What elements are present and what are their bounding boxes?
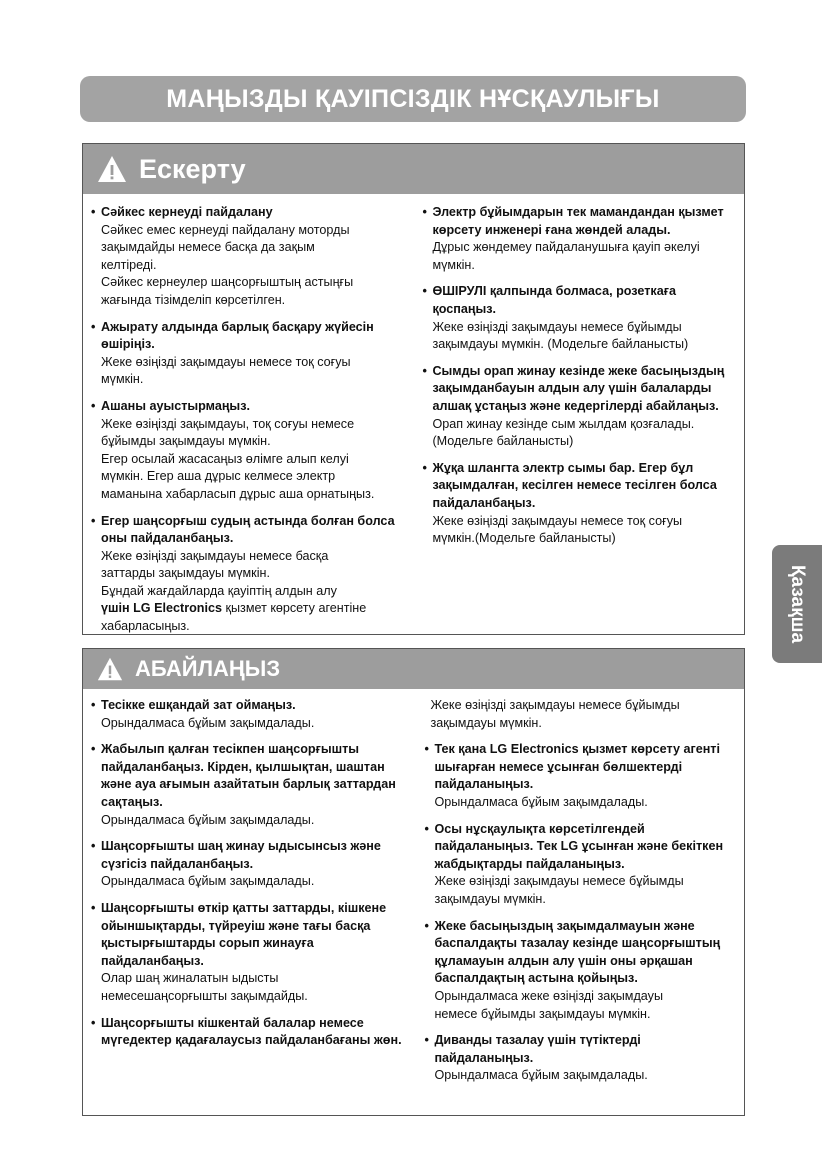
body-line: Олар шаң жиналатын ыдысты	[101, 971, 279, 986]
body-line: Орындалмаса бұйым зақымдалады.	[101, 715, 315, 730]
instruction-title-text: Сәйкес кернеуді пайдалану	[101, 205, 273, 219]
instruction-body	[91, 354, 418, 389]
instruction-title-text: Шаңсорғышты кішкентай балалар немесе мүгедектер қадағалаусыз пайдаланбағаны жөн.	[101, 1015, 402, 1048]
bullet-icon: •	[424, 918, 429, 933]
body-line: мүмкін.	[432, 257, 475, 272]
body-line: Орындалмаса бұйым зақымдалады.	[434, 794, 648, 809]
instruction-title	[91, 513, 418, 548]
instruction-item	[422, 283, 736, 353]
instruction-item	[91, 741, 418, 829]
instruction-title	[424, 821, 736, 874]
instruction-title-text: Осы нұсқаулықта көрсетілгендей пайдаланыңыз. Тек LG ұсынған және бекіткен жабдықтарды пайдаланыңыз.	[434, 821, 724, 871]
instruction-item	[424, 1032, 736, 1085]
body-line: заттарды зақымдауы мүмкін.	[101, 566, 270, 581]
warning-header-text: Ескерту	[139, 153, 246, 184]
instruction-title	[422, 363, 736, 416]
bullet-icon: •	[91, 698, 96, 712]
bullet-icon: •	[424, 821, 429, 836]
bullet-icon: •	[422, 363, 427, 378]
instruction-item	[422, 204, 736, 274]
instruction-item	[91, 900, 418, 1006]
bullet-icon: •	[91, 900, 96, 915]
instruction-item	[91, 838, 418, 891]
body-line: мүмкін.(Модельге байланысты)	[432, 531, 616, 546]
instruction-title	[91, 1015, 418, 1050]
instruction-title-text: Сымды орап жинау кезінде жеке басыңыздың зақымданбауын алдын алу үшін балаларды алшақ ұстаңыз және кедергілерді абайлаңыз.	[432, 363, 725, 413]
instruction-title-text: Электр бұйымдарын тек мамандандан қызмет көрсету инженері ғана жөндей алады.	[432, 205, 724, 237]
body-line: Жеке өзіңізді зақымдауы немесе бұйымды	[430, 698, 680, 712]
instruction-item	[91, 204, 418, 310]
bullet-icon: •	[422, 460, 427, 475]
warning-header	[83, 144, 744, 194]
caution-header	[83, 649, 744, 689]
page-title: МАҢЫЗДЫ ҚАУІПСІЗДІК НҰСҚАУЛЫҒЫ	[80, 76, 746, 122]
instruction-title	[422, 460, 736, 513]
instruction-title-text: Жұқа шлангта электр сымы бар. Егер бұл зақымдалған, кесілген немесе тесілген болса пайдаланбаңыз.	[432, 460, 717, 510]
body-text: қызмет көрсету агентіне	[225, 601, 367, 616]
bullet-icon: •	[91, 513, 96, 528]
instruction-body	[91, 970, 418, 1005]
instruction-item	[422, 363, 736, 451]
body-line: Жеке өзіңізді зақымдауы, тоқ соғуы немесе	[101, 416, 355, 431]
instruction-title	[424, 741, 736, 794]
instruction-body	[422, 239, 736, 274]
body-line: мүмкін. Егер аша дұрыс келмесе электр	[101, 469, 336, 484]
instruction-item	[91, 398, 418, 504]
instruction-item	[424, 821, 736, 909]
instruction-item	[91, 1015, 418, 1050]
instruction-body	[422, 513, 736, 548]
caution-continued-text	[424, 697, 736, 732]
instruction-title	[424, 918, 736, 988]
body-line: Орап жинау кезінде сым жылдам қозғалады.	[432, 416, 695, 431]
instruction-title	[424, 1032, 736, 1067]
body-line: немесешаңсорғышты зақымдайды.	[101, 988, 308, 1003]
instruction-body	[91, 812, 418, 830]
body-line: хабарласыңыз.	[101, 619, 190, 634]
instruction-title	[422, 283, 736, 318]
body-line: келтіреді.	[101, 257, 157, 272]
body-line: зақымдауы мүмкін.	[434, 891, 546, 906]
instruction-title-text: Ажырату алдында барлық басқару жүйесін өшіріңіз.	[101, 319, 374, 352]
warning-left-column	[91, 204, 418, 645]
bullet-icon: •	[422, 205, 427, 219]
bullet-icon: •	[424, 1033, 429, 1048]
instruction-title-text: Шаңсорғышты шаң жинау ыдысынсыз және сүзгісіз пайдаланбаңыз.	[101, 839, 381, 871]
body-line: Егер осылай жасасаңыз өлімге алып келуі	[101, 451, 349, 466]
bullet-icon: •	[91, 205, 96, 219]
instruction-title-text: Тек қана LG Electronics қызмет көрсету агенті шығарған немесе ұсынған бөлшектерді пайдаланыңыз.	[434, 742, 720, 792]
instruction-title	[422, 204, 736, 239]
instruction-item	[91, 513, 418, 636]
body-line: (Модельге байланысты)	[432, 434, 574, 449]
warning-triangle-icon	[97, 656, 123, 682]
instruction-body	[91, 715, 418, 733]
instruction-body	[91, 416, 418, 504]
bullet-icon: •	[91, 742, 96, 757]
instruction-title	[91, 741, 418, 811]
body-line: немесе бұйымды зақымдауы мүмкін.	[434, 1006, 651, 1021]
language-tab	[772, 545, 822, 663]
body-line: Жеке өзіңізді зақымдауы немесе бұйымды	[432, 319, 682, 334]
body-line	[101, 600, 418, 618]
body-line: зақымдауы мүмкін.	[430, 715, 542, 730]
body-line: Орындалмаса бұйым зақымдалады.	[101, 812, 315, 827]
body-line: Жеке өзіңізді зақымдауы немесе тоқ соғуы	[101, 354, 351, 369]
body-line: Сәйкес емес кернеуді пайдалану моторды	[101, 222, 350, 237]
instruction-item	[424, 741, 736, 811]
body-line: жағында тізімделіп көрсетілген.	[101, 292, 286, 307]
instruction-title-text: Диванды тазалау үшін түтіктерді пайдаланыңыз.	[434, 1033, 641, 1065]
instruction-title-text: Жеке басыңыздың зақымдалмауын және баспалдақты тазалау кезінде шаңсорғыштың құламауын алдын алу үшін оны әрқашан баспалдақтың астына қойыңыз.	[434, 918, 721, 986]
instruction-title	[91, 900, 418, 970]
instruction-item	[91, 697, 418, 732]
caution-right-column	[418, 697, 736, 1094]
body-line: Бұндай жағдайларда қауіптің алдын алу	[101, 583, 337, 598]
instruction-body	[91, 873, 418, 891]
instruction-item	[91, 319, 418, 389]
body-line: зақымдауы мүмкін. (Модельге байланысты)	[432, 337, 689, 352]
body-line: зақымдайды немесе басқа да зақым	[101, 240, 315, 255]
bullet-icon: •	[91, 1015, 96, 1030]
instruction-title-text: Шаңсорғышты өткір қатты заттарды, кішкене ойыншықтарды, түйреуіш және тағы басқа қыстырғыштарды сорып жинауға пайдаланбаңыз.	[101, 900, 387, 968]
instruction-body	[424, 988, 736, 1023]
body-line: Жеке өзіңізді зақымдауы немесе басқа	[101, 548, 329, 563]
caution-section	[82, 648, 745, 1116]
body-line: Дұрыс жөндемеу пайдаланушыға қауіп әкелуі	[432, 240, 700, 255]
instruction-body	[424, 873, 736, 908]
instruction-title-text: Ашаны ауыстырмаңыз.	[101, 398, 250, 413]
warning-right-column	[418, 204, 736, 645]
caution-left-column	[91, 697, 418, 1094]
instruction-title-text: Егер шаңсорғыш судың астында болған болса оны пайдаланбаңыз.	[101, 513, 395, 546]
instruction-body	[422, 319, 736, 354]
instruction-body	[91, 222, 418, 310]
body-line: Жеке өзіңізді зақымдауы немесе тоқ соғуы	[432, 513, 683, 528]
bullet-icon: •	[424, 742, 429, 757]
instruction-title-text: ӨШІРУЛІ қалпында болмаса, розеткаға қоспаңыз.	[432, 284, 676, 316]
instruction-title	[91, 204, 418, 222]
caution-header-text: АБАЙЛАҢЫЗ	[135, 656, 281, 681]
instruction-body	[424, 1067, 736, 1085]
brand-text: үшін LG Electronics	[101, 601, 222, 616]
instruction-item	[424, 918, 736, 1024]
instruction-title	[91, 838, 418, 873]
instruction-item	[422, 460, 736, 548]
instruction-body	[422, 416, 736, 451]
body-line: мүмкін.	[101, 372, 144, 387]
instruction-body	[91, 548, 418, 636]
body-line: бұйымды зақымдауы мүмкін.	[101, 434, 271, 449]
warning-section	[82, 143, 745, 635]
body-line: Орындалмаса бұйым зақымдалады.	[101, 874, 315, 889]
instruction-title	[91, 319, 418, 354]
language-tab-label: Қазақша	[787, 564, 809, 644]
body-line: Сәйкес кернеулер шаңсорғыштың астыңғы	[101, 275, 354, 290]
bullet-icon: •	[422, 284, 427, 299]
instruction-body	[424, 794, 736, 812]
instruction-title	[91, 697, 418, 715]
body-line: маманына хабарласып дұрыс аша орнатыңыз.	[101, 486, 375, 501]
instruction-title-text: Тесікке ешқандай зат оймаңыз.	[101, 698, 296, 712]
instruction-title	[91, 398, 418, 416]
bullet-icon: •	[91, 839, 96, 854]
bullet-icon: •	[91, 398, 96, 413]
body-line: Жеке өзіңізді зақымдауы немесе бұйымды	[434, 874, 684, 889]
warning-triangle-icon	[97, 154, 127, 184]
instruction-title-text: Жабылып қалған тесікпен шаңсорғышты пайдаланбаңыз. Кірден, қылшықтан, шаштан және ауа ағымын азайтатын барлық заттардан сақтаңыз.	[101, 742, 396, 809]
body-line: Орындалмаса жеке өзіңізді зақымдауы	[434, 988, 664, 1003]
bullet-icon: •	[91, 319, 96, 334]
body-line: Орындалмаса бұйым зақымдалады.	[434, 1068, 648, 1083]
